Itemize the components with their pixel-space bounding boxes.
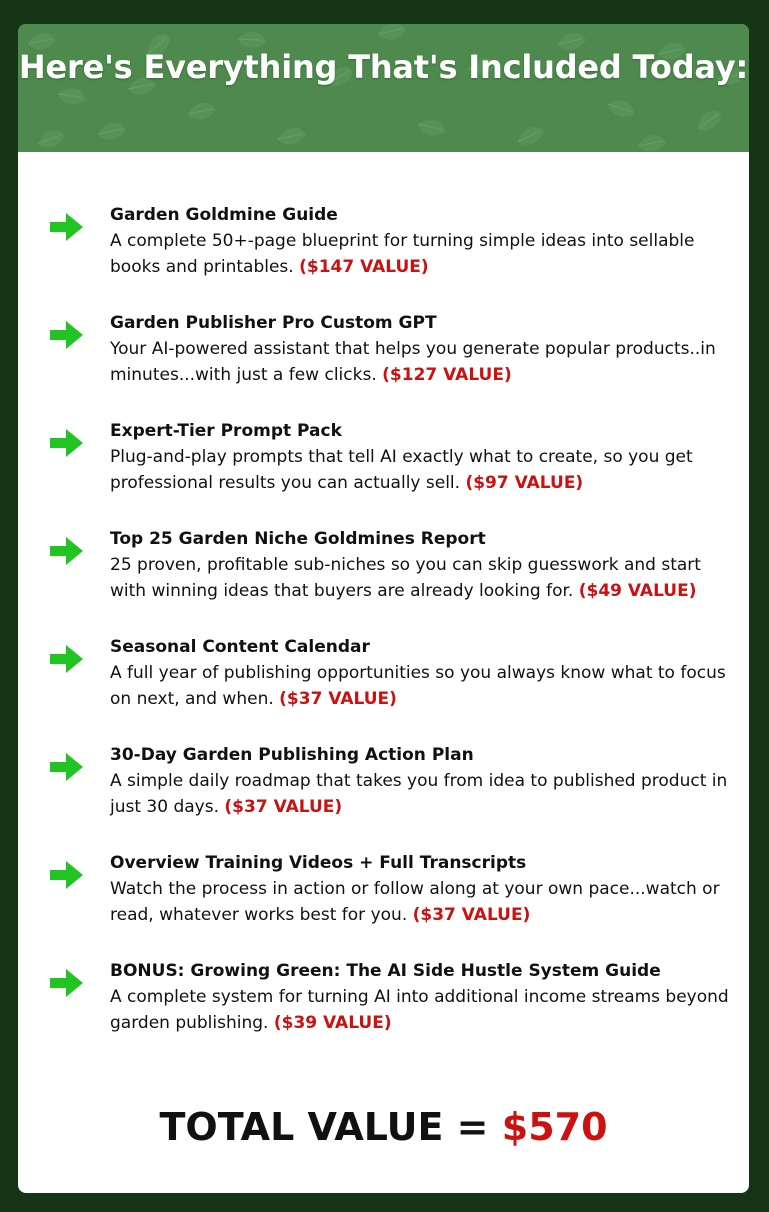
right-arrow-icon — [50, 320, 84, 350]
item-description: A full year of publishing opportunities so you always know what to focus on next, and when. ($37 VALUE) — [110, 663, 726, 709]
right-arrow-icon — [50, 968, 84, 998]
right-arrow-icon — [50, 752, 84, 782]
item-value: ($37 VALUE) — [412, 905, 531, 925]
right-arrow-icon — [50, 860, 84, 890]
item-text — [110, 526, 740, 604]
right-arrow-icon — [50, 644, 84, 674]
item-title: Expert-Tier Prompt Pack — [110, 421, 342, 441]
item-description: Your AI-powered assistant that helps you generate popular products..in minutes...with just a few clicks. ($127 VALUE) — [110, 339, 716, 385]
list-item — [18, 418, 749, 526]
item-text — [110, 850, 740, 928]
right-arrow-icon — [50, 212, 84, 242]
offer-card — [18, 24, 749, 1193]
item-description: Watch the process in action or follow along at your own pace...watch or read, whatever works best for you. ($37 VALUE) — [110, 879, 720, 925]
item-value: ($37 VALUE) — [279, 689, 397, 709]
item-value: ($127 VALUE) — [382, 365, 512, 385]
item-value: ($49 VALUE) — [578, 581, 697, 601]
list-item — [18, 526, 749, 634]
header-banner — [18, 24, 749, 152]
item-value: ($147 VALUE) — [299, 257, 429, 277]
right-arrow-icon — [50, 428, 84, 458]
item-description: 25 proven, profitable sub-niches so you can skip guesswork and start with winning ideas that buyers are already looking for. ($49 VALUE) — [110, 555, 701, 601]
list-item — [18, 850, 749, 958]
item-title: Garden Goldmine Guide — [110, 205, 338, 225]
item-value: ($39 VALUE) — [273, 1013, 392, 1033]
item-text — [110, 742, 740, 820]
item-value: ($37 VALUE) — [224, 797, 343, 817]
item-description: A simple daily roadmap that takes you from idea to published product in just 30 days. ($37 VALUE) — [110, 771, 728, 817]
item-title: Overview Training Videos + Full Transcripts — [110, 853, 527, 873]
item-title: Seasonal Content Calendar — [110, 637, 370, 657]
item-text — [110, 418, 740, 496]
item-title: Top 25 Garden Niche Goldmines Report — [110, 529, 486, 549]
item-description: A complete system for turning AI into additional income streams beyond garden publishing. ($39 VALUE) — [110, 987, 729, 1033]
item-title: BONUS: Growing Green: The AI Side Hustle System Guide — [110, 961, 661, 981]
item-title: 30-Day Garden Publishing Action Plan — [110, 745, 474, 765]
total-amount: $570 — [501, 1105, 608, 1149]
list-item — [18, 958, 749, 1066]
list-item — [18, 202, 749, 310]
list-item — [18, 742, 749, 850]
item-text — [110, 958, 740, 1036]
item-title: Garden Publisher Pro Custom GPT — [110, 313, 437, 333]
item-value: ($97 VALUE) — [465, 473, 584, 493]
item-description: A complete 50+-page blueprint for turning simple ideas into sellable books and printables. ($147 VALUE) — [110, 231, 695, 277]
list-item — [18, 634, 749, 742]
item-description: Plug-and-play prompts that tell AI exactly what to create, so you get professional results you can actually sell. ($97 VALUE) — [110, 447, 693, 493]
list-item — [18, 310, 749, 418]
item-text — [110, 202, 740, 280]
total-value — [18, 1102, 749, 1152]
included-items-list — [18, 202, 749, 1066]
right-arrow-icon — [50, 536, 84, 566]
item-text — [110, 310, 740, 388]
total-label: TOTAL VALUE = — [159, 1105, 502, 1149]
item-text — [110, 634, 740, 712]
page-title: Here's Everything That's Included Today: — [18, 48, 749, 86]
